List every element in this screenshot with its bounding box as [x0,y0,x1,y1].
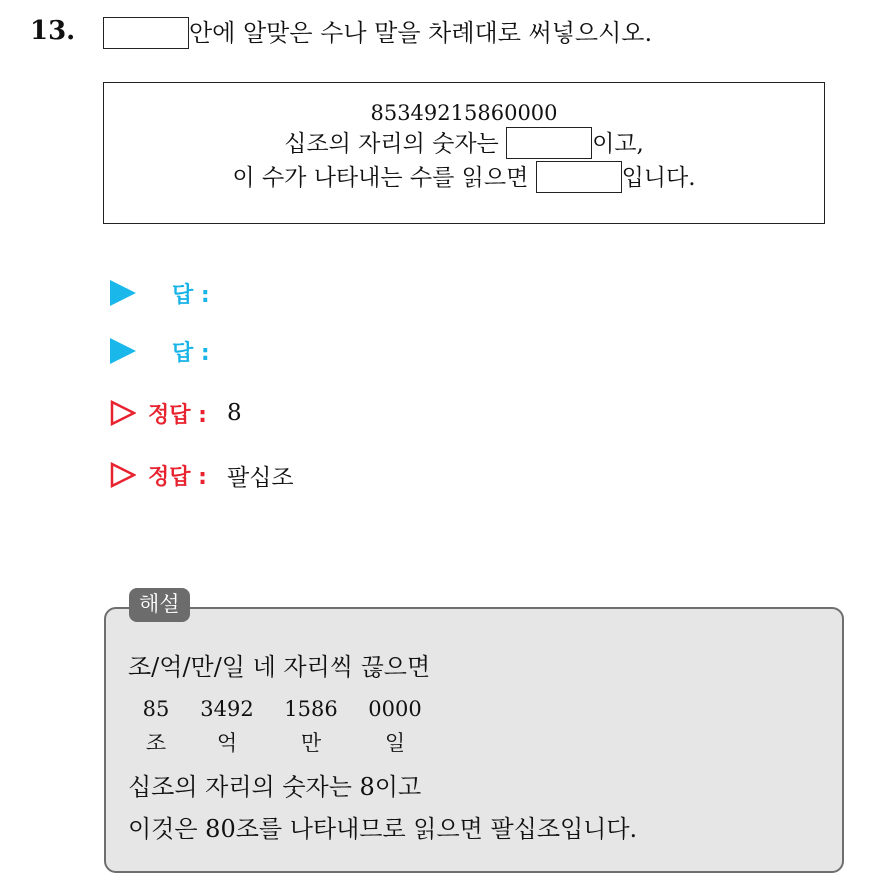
problem-text: 이 수가 나타내는 수를 읽으면 [232,165,536,191]
play-arrow-icon [110,338,136,364]
explanation-line-3: 십조의 자리의 숫자는 8이고 [128,773,422,801]
answer-row [110,273,210,313]
answer-blank-1[interactable] [506,127,592,159]
answer-label: 답 : [172,282,210,308]
group-unit: 억 [216,731,238,755]
correct-answer-label: 정답 : [148,464,207,490]
question-number: 13. [30,16,76,46]
problem-box [103,82,825,224]
problem-text: 이고, [592,131,644,157]
group-digits: 3492 [200,697,254,721]
outline-arrow-icon [110,400,136,426]
group-digits: 85 [142,697,170,721]
answer-row [110,331,210,371]
explanation-line-4: 이것은 80조를 나타내므로 읽으면 팔십조입니다. [128,815,638,843]
answer-blank-2[interactable] [536,161,622,193]
question-instruction-line [103,16,652,50]
explanation-line-1: 조/억/만/일 네 자리씩 끊으면 [128,653,431,681]
problem-line-3 [104,161,824,195]
group-unit: 일 [384,731,406,755]
digit-group [194,697,260,757]
question-instruction: 안에 알맞은 수나 말을 차례대로 써넣으시오. [189,19,653,47]
group-unit: 만 [300,731,322,755]
outline-arrow-icon [110,462,136,488]
explanation-tag: 해설 [129,588,190,622]
problem-line-2 [104,127,824,161]
group-unit: 조 [145,731,167,755]
group-digits: 1586 [284,697,338,721]
correct-answer-value: 팔십조 [226,464,294,491]
group-digits: 0000 [368,697,422,721]
answer-label: 답 : [172,340,210,366]
correct-answer-row [110,455,294,495]
problem-number: 85349215860000 [370,101,558,125]
blank-box [103,17,189,49]
play-arrow-icon [110,280,136,306]
problem-text: 십조의 자리의 숫자는 [284,131,507,157]
digit-group [278,697,344,757]
correct-answer-value: 8 [226,400,242,426]
digit-group [362,697,428,757]
problem-text: 입니다. [621,165,696,191]
correct-answer-label: 정답 : [148,402,207,428]
digit-group [136,697,176,757]
explanation-box [104,607,844,873]
correct-answer-row [110,393,242,433]
